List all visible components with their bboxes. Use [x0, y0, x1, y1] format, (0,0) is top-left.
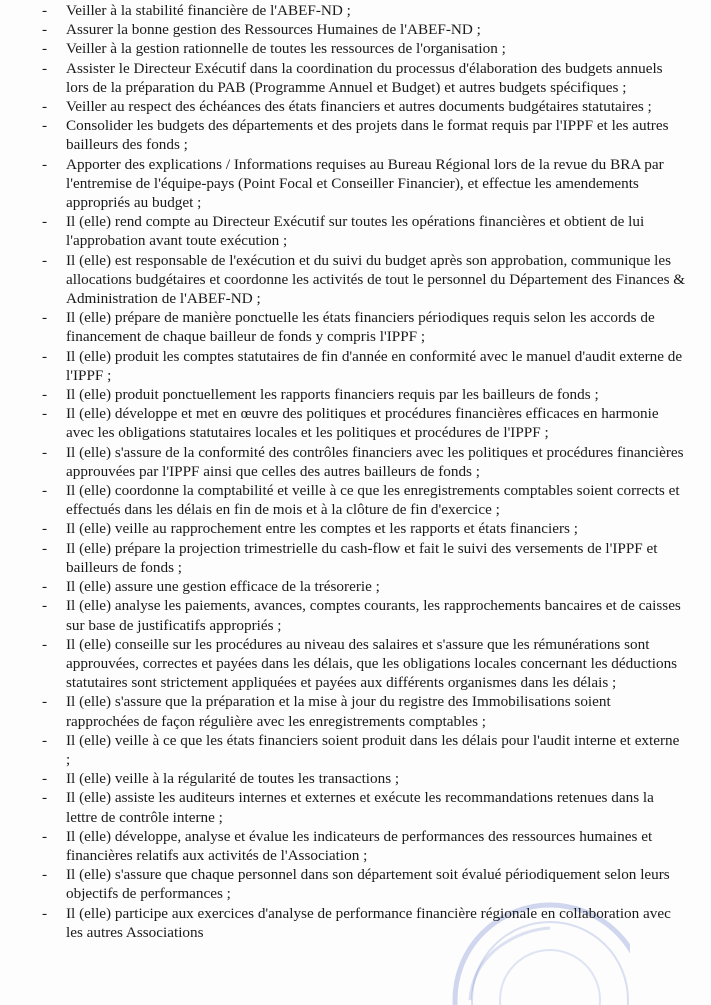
bullet-dash: - — [42, 213, 48, 231]
bullet-dash: - — [42, 635, 48, 653]
list-item-text: Veiller à la gestion rationnelle de toutes les ressources de l'organisation ; — [66, 40, 506, 58]
list-item — [0, 827, 711, 865]
list-item — [0, 404, 711, 442]
list-item — [0, 20, 711, 39]
bullet-dash: - — [42, 539, 48, 557]
bullet-dash: - — [42, 731, 48, 749]
list-item — [0, 347, 711, 385]
list-item-text: Il (elle) veille au rapprochement entre les comptes et les rapports et états financiers ; — [66, 520, 578, 538]
list-item — [0, 116, 711, 154]
bullet-dash: - — [42, 597, 48, 615]
bullet-dash: - — [42, 482, 48, 500]
bullet-dash: - — [42, 904, 48, 922]
bullet-dash: - — [42, 40, 48, 58]
list-item — [0, 519, 711, 538]
list-item-text: Il (elle) produit ponctuellement les rapports financiers requis par les bailleurs de fonds ; — [66, 386, 599, 404]
list-item-text: Il (elle) est responsable de l'exécution et du suivi du budget après son approbation, communique les allocations budgétaires et coordonne les activités de tout le personnel du Département des Finances & Administration de l'ABEF-ND ; — [66, 251, 686, 308]
bullet-dash: - — [42, 693, 48, 711]
list-item — [0, 385, 711, 404]
bullet-dash: - — [42, 386, 48, 404]
list-item-text: Il (elle) conseille sur les procédures au niveau des salaires et s'assure que les rémunérations sont approuvées, correctes et payées dans les délais, que les obligations locales concernant les déductions statutaires sont strictement appliquées et payées aux différents organismes dans les délais ; — [66, 635, 678, 692]
bullet-dash: - — [42, 827, 48, 845]
list-item — [0, 1, 711, 20]
bullet-dash: - — [42, 59, 48, 77]
list-item-text: Il (elle) développe et met en œuvre des politiques et procédures financières efficaces en harmonie avec les obligations statutaires locales et les politiques et procédures de l'IPPF ; — [66, 405, 659, 442]
list-item-text: Il (elle) s'assure de la conformité des contrôles financiers avec les politiques et procédures financières approuvées par l'IPPF ainsi que celles des autres bailleurs de fonds ; — [66, 443, 684, 480]
list-item — [0, 308, 711, 346]
list-item-text: Il (elle) veille à la régularité de toutes les transactions ; — [66, 770, 400, 788]
bullet-dash: - — [42, 347, 48, 365]
bullet-dash: - — [42, 309, 48, 327]
bullet-dash: - — [42, 405, 48, 423]
list-item — [0, 692, 711, 730]
bullet-dash: - — [42, 117, 48, 135]
list-item — [0, 539, 711, 577]
list-item-text: Il (elle) prépare la projection trimestrielle du cash-flow et fait le suivi des versements de l'IPPF et bailleurs de fonds ; — [66, 539, 658, 576]
list-item-text: Il (elle) s'assure que la préparation et la mise à jour du registre des Immobilisations soient rapprochées de façon régulière avec les enregistrements comptables ; — [66, 693, 611, 730]
list-item-text: Il (elle) s'assure que chaque personnel dans son département soit évalué périodiquement selon leurs objectifs de performances ; — [66, 866, 670, 903]
list-item-text: Il (elle) produit les comptes statutaires de fin d'année en conformité avec le manuel d'audit externe de l'IPPF ; — [66, 347, 683, 384]
list-item — [0, 596, 711, 634]
list-item — [0, 904, 711, 942]
list-item-text: Il (elle) développe, analyse et évalue les indicateurs de performances des ressources humaines et financières relatifs aux activités de l'Association ; — [66, 827, 653, 864]
list-item-text: Il (elle) assiste les auditeurs internes et externes et exécute les recommandations retenues dans la lettre de contrôle interne ; — [66, 789, 654, 826]
list-item-text: Il (elle) prépare de manière ponctuelle les états financiers périodiques requis selon les accords de financement de chaque bailleur de fonds y compris l'IPPF ; — [66, 309, 655, 346]
list-item-text: Il (elle) rend compte au Directeur Exécutif sur toutes les opérations financières et obtient de lui l'approbation avant toute exécution ; — [66, 213, 645, 250]
bullet-dash: - — [42, 98, 48, 116]
list-item-text: Il (elle) coordonne la comptabilité et veille à ce que les enregistrements comptables soient corrects et effectués dans les délais en fin de mois et à la clôture de fin d'exercice ; — [66, 482, 680, 519]
bullet-dash: - — [42, 251, 48, 269]
list-item-text: Il (elle) veille à ce que les états financiers soient produit dans les délais pour l'audit interne et externe ; — [66, 731, 680, 768]
list-item — [0, 577, 711, 596]
list-item — [0, 59, 711, 97]
list-item-text: Veiller à la stabilité financière de l'ABEF-ND ; — [66, 2, 351, 19]
list-item — [0, 212, 711, 250]
list-item — [0, 788, 711, 826]
list-item-text: Assurer la bonne gestion des Ressources Humaines de l'ABEF-ND ; — [66, 21, 481, 39]
list-item — [0, 865, 711, 903]
list-item — [0, 443, 711, 481]
list-item-text: Assister le Directeur Exécutif dans la coordination du processus d'élaboration des budgets annuels lors de la préparation du PAB (Programme Annuel et Budget) et autres budgets spécifiques ; — [66, 59, 663, 96]
list-item — [0, 39, 711, 58]
list-item — [0, 731, 711, 769]
bullet-dash: - — [42, 2, 48, 19]
list-item — [0, 97, 711, 116]
list-item-text: Il (elle) participe aux exercices d'analyse de performance financière régionale en collaboration avec les autres Associations — [66, 904, 671, 941]
list-item — [0, 155, 711, 213]
list-item — [0, 481, 711, 519]
list-item — [0, 769, 711, 788]
list-item — [0, 635, 711, 693]
responsibilities-list — [0, 1, 711, 942]
bullet-dash: - — [42, 155, 48, 173]
bullet-dash: - — [42, 520, 48, 538]
bullet-dash: - — [42, 578, 48, 596]
bullet-dash: - — [42, 866, 48, 884]
bullet-dash: - — [42, 21, 48, 39]
bullet-dash: - — [42, 789, 48, 807]
list-item — [0, 251, 711, 309]
list-item-text: Consolider les budgets des départements et des projets dans le format requis par l'IPPF et les autres bailleurs des fonds ; — [66, 117, 669, 154]
bullet-dash: - — [42, 443, 48, 461]
list-item-text: Il (elle) analyse les paiements, avances, comptes courants, les rapprochements bancaires et de caisses sur base de justificatifs appropriés ; — [66, 597, 681, 634]
list-item-text: Il (elle) assure une gestion efficace de la trésorerie ; — [66, 578, 380, 596]
bullet-dash: - — [42, 770, 48, 788]
list-item-text: Veiller au respect des échéances des états financiers et autres documents budgétaires statutaires ; — [66, 98, 652, 116]
list-item-text: Apporter des explications / Informations requises au Bureau Régional lors de la revue du BRA par l'entremise de l'équipe-pays (Point Focal et Conseiller Financier), et effectue les amendements appropriés au budget ; — [66, 155, 664, 212]
